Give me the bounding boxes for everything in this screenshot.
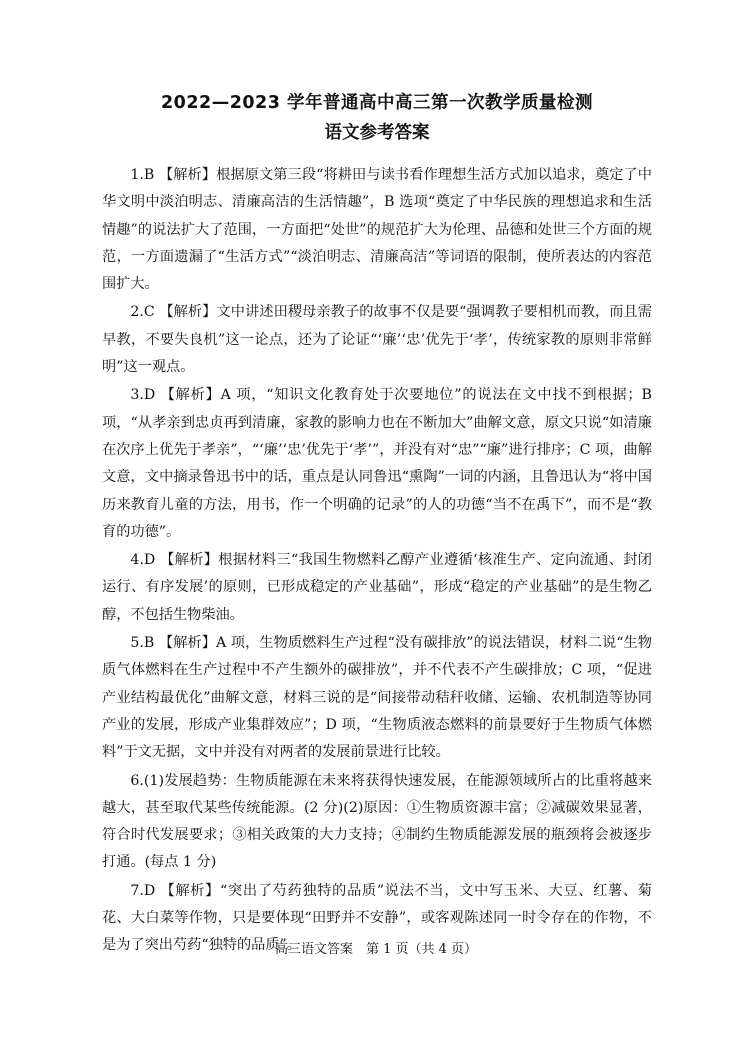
document-title: 2022—2023 学年普通高中高三第一次教学质量检测 [160, 93, 593, 113]
document-subtitle: 语文参考答案 [324, 123, 430, 143]
answer-item-6: 6.(1)发展趋势：生物质能源在未来将获得快速发展，在能源领域所占的比重将越来越大，甚至取代某些传统能源。(2 分)(2)原因：①生物质资源丰富；②减碳效果显著，符合时代发展要求；③相关政策的大力支持；④制约生物质能源发展的瓶颈将会被逐步打通。(每点 1 分) [102, 772, 652, 871]
answer-item-4: 4.D 【解析】根据材料三“我国生物燃料乙醇产业遵循‘核准生产、定向流通、封闭运行、有序发展’的原则，已形成稳定的产业基础”，形成“稳定的产业基础”的是生物乙醇，不包括生物柴油。 [102, 552, 652, 623]
answer-item-5: 5.B 【解析】A 项，生物质燃料生产过程“没有碳排放”的说法错误，材料二说“生物质气体燃料在生产过程中不产生额外的碳排放”，并不代表不产生碳排放；C 项，“促进产业结构最优化”曲解文意，材料三说的是“间接带动秸秆收储、运输、农机制造等协同产业的发展，形成产业集群效应”；D 项，“生物质液态燃料的前景要好于生物质气体燃料”于文无据，文中并没有对两者的发展前景进行比较。 [102, 635, 652, 761]
page-footer: 高三语文答案 第 1 页（共 4 页） [274, 942, 478, 957]
answer-item-7: 7.D 【解析】“突出了芍药独特的品质”说法不当，文中写玉米、大豆、红薯、菊花、大白菜等作物，只是要体现“田野并不安静”，或客观陈述同一时令存在的作物，不是为了突出芍药“独特的品质”。 [102, 882, 652, 954]
answer-item-2: 2.C 【解析】文中讲述田稷母亲教子的故事不仅是要“强调教子要相机而教，而且需早教，不要失良机”这一论点，还为了论证“‘廉’‘忠’优先于‘孝’，传统家教的原则非常鲜明”这一观点。 [102, 304, 652, 376]
answer-item-1: 1.B 【解析】根据原文第三段“将耕田与读书看作理想生活方式加以追求，奠定了中华文明中淡泊明志、清廉高洁的生活情趣”，B 选项“奠定了中华民族的理想追求和生活情趣”的说法扩大了范围，一方面把“处世”的规范扩大为伦理、品德和处世三个方面的规范，一方面遗漏了“生活方式”“淡泊明志、清廉高洁”等词语的限制，使所表达的内容范围扩大。 [102, 167, 652, 293]
answer-list [102, 162, 652, 960]
answer-item-3: 3.D 【解析】A 项，“知识文化教育处于次要地位”的说法在文中找不到根据；B 项，“从孝亲到忠贞再到清廉，家教的影响力也在不断加大”曲解文意，原文只说“如清廉在次序上优先于孝亲”，“‘廉’‘忠’优先于‘孝’”，并没有对“忠”“廉”进行排序；C 项，曲解文意，文中摘录鲁迅书中的话，重点是认同鲁迅“熏陶”一词的内涵，且鲁迅认为“将中国历来教育儿童的方法，用书，作一个明确的记录”的人的功德“当不在禹下”，而不是“教育的功德”。 [102, 387, 652, 540]
